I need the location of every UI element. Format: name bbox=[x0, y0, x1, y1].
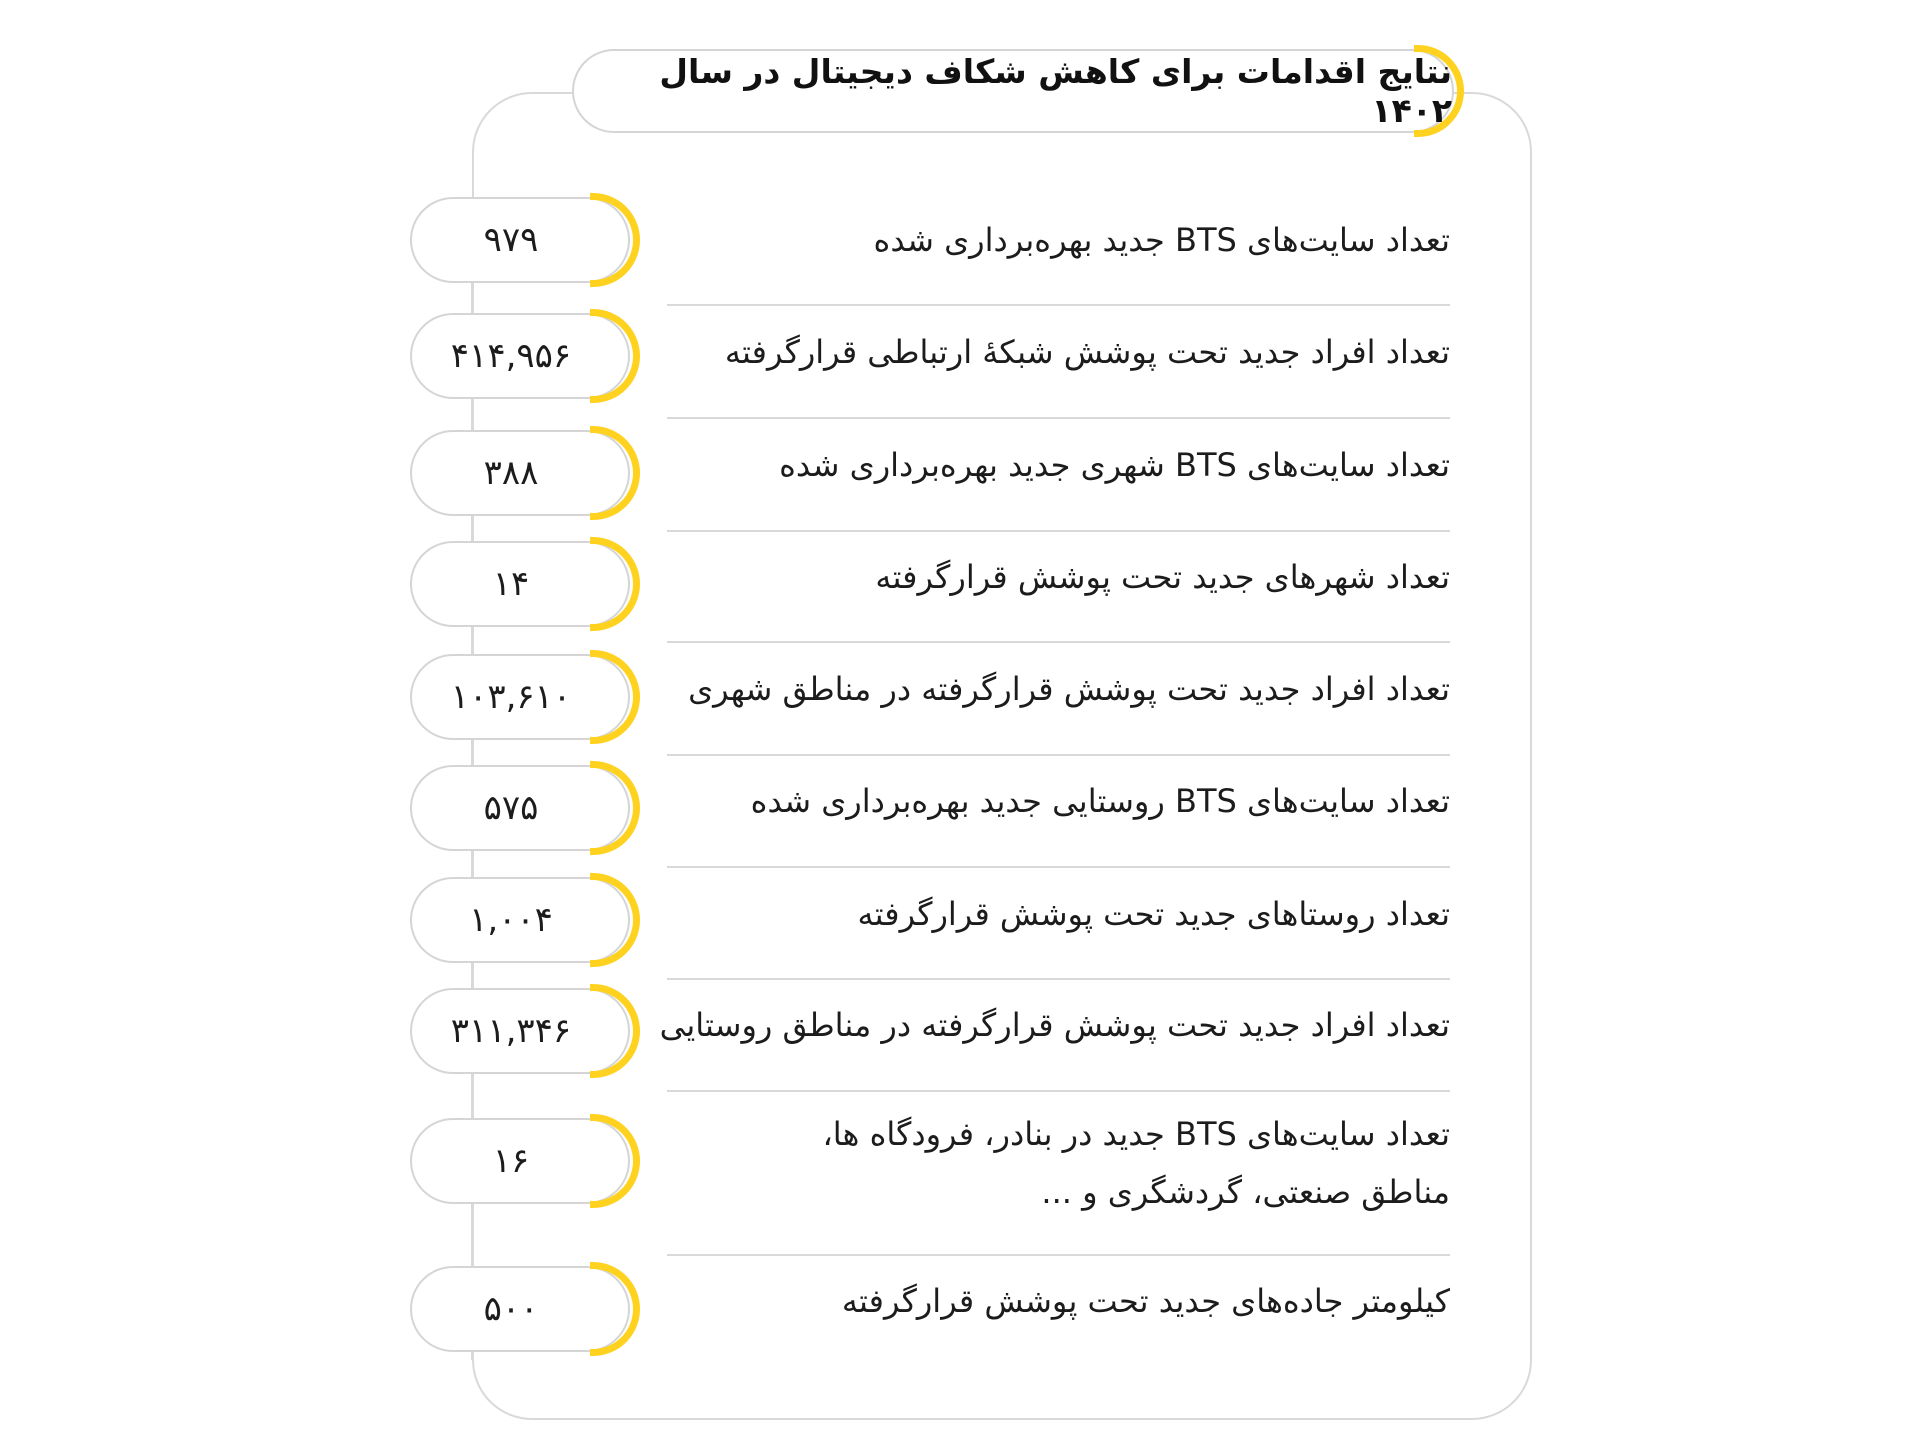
row-divider bbox=[667, 754, 1450, 756]
stat-label: تعداد افراد جدید تحت پوشش قرارگرفته در مناطق روستایی bbox=[659, 1006, 1450, 1044]
stat-value: ۵۷۵ bbox=[483, 788, 539, 828]
stat-label: تعداد سایت‌های BTS جدید بهره‌برداری شده bbox=[873, 221, 1450, 259]
row-divider bbox=[667, 1090, 1450, 1092]
stat-label: تعداد سایت‌های BTS روستایی جدید بهره‌برداری شده bbox=[750, 782, 1450, 820]
row-divider bbox=[667, 866, 1450, 868]
row-divider bbox=[667, 304, 1450, 306]
stat-value: ۹۷۹ bbox=[483, 220, 539, 260]
row-divider bbox=[667, 641, 1450, 643]
row-divider bbox=[667, 417, 1450, 419]
stat-value: ۴۱۴,۹۵۶ bbox=[450, 336, 572, 376]
row-divider bbox=[667, 530, 1450, 532]
stat-value: ۳۱۱,۳۴۶ bbox=[450, 1011, 572, 1051]
stat-value: ۱,۰۰۴ bbox=[469, 900, 553, 940]
stat-label: تعداد روستاهای جدید تحت پوشش قرارگرفته bbox=[857, 895, 1450, 933]
stat-label: تعداد سایت‌های BTS شهری جدید بهره‌برداری شده bbox=[779, 446, 1450, 484]
title-pill bbox=[572, 49, 1454, 133]
stat-value: ۵۰۰ bbox=[483, 1289, 539, 1329]
stat-value: ۱۰۳,۶۱۰ bbox=[450, 677, 572, 717]
stat-label: کیلومتر جاده‌های جدید تحت پوشش قرارگرفته bbox=[841, 1282, 1450, 1320]
stat-label: تعداد سایت‌های BTS جدید در بنادر، فرودگاه ها، مناطق صنعتی، گردشگری و ... bbox=[822, 1115, 1450, 1211]
stat-value: ۱۶ bbox=[492, 1141, 530, 1181]
stat-label: تعداد شهرهای جدید تحت پوشش قرارگرفته bbox=[875, 558, 1450, 596]
row-divider bbox=[667, 978, 1450, 980]
stat-label: تعداد افراد جدید تحت پوشش شبکهٔ ارتباطی قرارگرفته bbox=[724, 333, 1450, 371]
stat-value: ۳۸۸ bbox=[483, 453, 539, 493]
stat-label: تعداد افراد جدید تحت پوشش قرارگرفته در مناطق شهری bbox=[688, 670, 1450, 708]
row-divider bbox=[667, 1254, 1450, 1256]
stat-value: ۱۴ bbox=[492, 564, 530, 604]
page-title: نتایج اقدامات برای کاهش شکاف دیجیتال در سال ۱۴۰۲ bbox=[659, 52, 1452, 130]
